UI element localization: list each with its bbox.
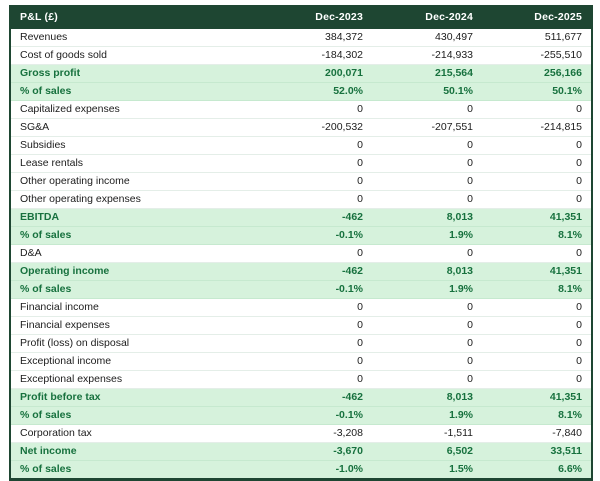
table-row xyxy=(10,335,592,353)
profit-and-loss-table xyxy=(9,5,593,481)
row-value: 0 xyxy=(482,155,592,173)
row-value: -184,302 xyxy=(262,47,372,65)
table-row xyxy=(10,425,592,443)
row-value: 0 xyxy=(372,335,482,353)
row-value: 0 xyxy=(372,191,482,209)
table-row xyxy=(10,353,592,371)
row-value: 0 xyxy=(482,137,592,155)
row-value: 215,564 xyxy=(372,65,482,83)
row-value: 1.5% xyxy=(372,461,482,480)
table-row xyxy=(10,83,592,101)
row-value: 200,071 xyxy=(262,65,372,83)
row-value: 52.0% xyxy=(262,83,372,101)
row-value: -255,510 xyxy=(482,47,592,65)
row-label: EBITDA xyxy=(10,209,262,227)
row-value: 0 xyxy=(372,317,482,335)
row-value: 0 xyxy=(372,137,482,155)
row-value: 8.1% xyxy=(482,407,592,425)
row-value: -3,208 xyxy=(262,425,372,443)
column-header-dec-2024: Dec-2024 xyxy=(372,5,482,29)
row-label: SG&A xyxy=(10,119,262,137)
table-row xyxy=(10,119,592,137)
row-value: 0 xyxy=(262,335,372,353)
row-value: 50.1% xyxy=(372,83,482,101)
row-value: 0 xyxy=(262,371,372,389)
row-value: 0 xyxy=(482,371,592,389)
row-label: Corporation tax xyxy=(10,425,262,443)
table-row xyxy=(10,173,592,191)
row-value: 384,372 xyxy=(262,29,372,47)
row-value: 430,497 xyxy=(372,29,482,47)
row-value: 0 xyxy=(482,173,592,191)
table-row xyxy=(10,29,592,47)
row-value: 1.9% xyxy=(372,407,482,425)
row-label: % of sales xyxy=(10,227,262,245)
row-label: Other operating expenses xyxy=(10,191,262,209)
row-label: Other operating income xyxy=(10,173,262,191)
row-label: Operating income xyxy=(10,263,262,281)
row-value: 0 xyxy=(262,173,372,191)
row-label: Lease rentals xyxy=(10,155,262,173)
row-value: 0 xyxy=(372,101,482,119)
row-value: -1.0% xyxy=(262,461,372,480)
row-label: Capitalized expenses xyxy=(10,101,262,119)
table-header-row xyxy=(10,5,592,29)
table-row xyxy=(10,155,592,173)
row-value: 0 xyxy=(482,299,592,317)
row-value: -3,670 xyxy=(262,443,372,461)
row-label: % of sales xyxy=(10,281,262,299)
table-row xyxy=(10,281,592,299)
row-value: -200,532 xyxy=(262,119,372,137)
row-value: 6.6% xyxy=(482,461,592,480)
row-label: Exceptional income xyxy=(10,353,262,371)
row-value: -1,511 xyxy=(372,425,482,443)
table-row xyxy=(10,317,592,335)
table-row xyxy=(10,443,592,461)
row-value: 0 xyxy=(262,101,372,119)
row-value: 0 xyxy=(482,353,592,371)
row-label: Revenues xyxy=(10,29,262,47)
table-row xyxy=(10,461,592,480)
row-value: 8,013 xyxy=(372,389,482,407)
row-value: 256,166 xyxy=(482,65,592,83)
row-label: % of sales xyxy=(10,83,262,101)
row-value: 0 xyxy=(482,335,592,353)
row-label: Profit before tax xyxy=(10,389,262,407)
table-row xyxy=(10,101,592,119)
row-value: 8.1% xyxy=(482,227,592,245)
row-value: 33,511 xyxy=(482,443,592,461)
row-value: 0 xyxy=(372,173,482,191)
row-label: Financial income xyxy=(10,299,262,317)
column-header-label: P&L (£) xyxy=(10,5,262,29)
table-body xyxy=(10,29,592,480)
row-value: -214,933 xyxy=(372,47,482,65)
row-value: 50.1% xyxy=(482,83,592,101)
row-value: 0 xyxy=(262,245,372,263)
table-row xyxy=(10,65,592,83)
table-row xyxy=(10,299,592,317)
row-value: 0 xyxy=(372,353,482,371)
row-value: 0 xyxy=(262,137,372,155)
row-value: 6,502 xyxy=(372,443,482,461)
row-value: -207,551 xyxy=(372,119,482,137)
row-value: -7,840 xyxy=(482,425,592,443)
table-row xyxy=(10,371,592,389)
row-value: -462 xyxy=(262,263,372,281)
row-value: -462 xyxy=(262,209,372,227)
row-value: 41,351 xyxy=(482,389,592,407)
row-value: 0 xyxy=(262,299,372,317)
row-value: 0 xyxy=(262,155,372,173)
row-value: 0 xyxy=(482,191,592,209)
row-label: Financial expenses xyxy=(10,317,262,335)
row-value: -214,815 xyxy=(482,119,592,137)
row-label: Net income xyxy=(10,443,262,461)
row-value: -462 xyxy=(262,389,372,407)
row-label: Gross profit xyxy=(10,65,262,83)
table-row xyxy=(10,47,592,65)
row-value: 41,351 xyxy=(482,209,592,227)
row-value: -0.1% xyxy=(262,281,372,299)
table-header xyxy=(10,5,592,29)
row-value: 0 xyxy=(372,245,482,263)
table-row xyxy=(10,407,592,425)
row-value: 0 xyxy=(372,371,482,389)
row-value: 8,013 xyxy=(372,209,482,227)
row-value: -0.1% xyxy=(262,227,372,245)
row-value: 0 xyxy=(372,155,482,173)
row-label: Subsidies xyxy=(10,137,262,155)
row-value: 511,677 xyxy=(482,29,592,47)
column-header-dec-2025: Dec-2025 xyxy=(482,5,592,29)
table-row xyxy=(10,191,592,209)
row-value: 41,351 xyxy=(482,263,592,281)
row-label: % of sales xyxy=(10,461,262,480)
table-row xyxy=(10,263,592,281)
row-value: 0 xyxy=(262,191,372,209)
table-row xyxy=(10,137,592,155)
row-value: 0 xyxy=(262,317,372,335)
row-value: 0 xyxy=(372,299,482,317)
table-row xyxy=(10,245,592,263)
row-label: Exceptional expenses xyxy=(10,371,262,389)
row-value: 8,013 xyxy=(372,263,482,281)
row-label: D&A xyxy=(10,245,262,263)
row-value: 8.1% xyxy=(482,281,592,299)
row-value: 1.9% xyxy=(372,281,482,299)
row-value: 0 xyxy=(482,317,592,335)
table-row xyxy=(10,209,592,227)
row-label: Cost of goods sold xyxy=(10,47,262,65)
row-label: % of sales xyxy=(10,407,262,425)
row-value: 0 xyxy=(262,353,372,371)
column-header-dec-2023: Dec-2023 xyxy=(262,5,372,29)
row-value: 0 xyxy=(482,101,592,119)
table-row xyxy=(10,227,592,245)
table-row xyxy=(10,389,592,407)
row-value: 0 xyxy=(482,245,592,263)
row-value: 1.9% xyxy=(372,227,482,245)
row-value: -0.1% xyxy=(262,407,372,425)
row-label: Profit (loss) on disposal xyxy=(10,335,262,353)
